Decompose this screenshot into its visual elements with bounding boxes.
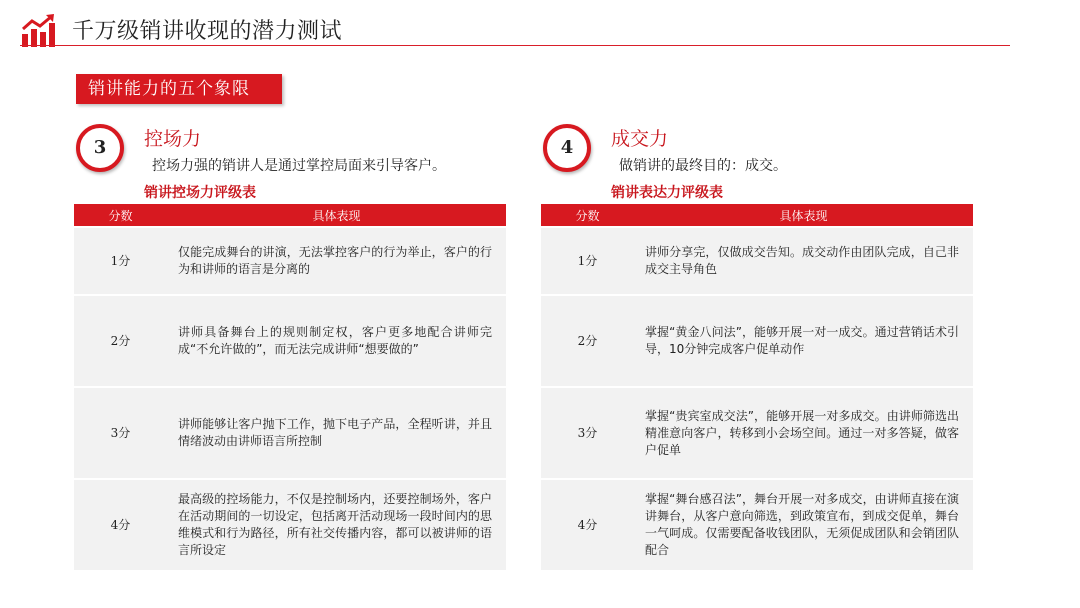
score-cell: 4分	[74, 479, 167, 570]
detail-cell: 讲师具备舞台上的规则制定权，客户更多地配合讲师完成“不允许做的”，而无法完成讲师“想要做的”	[167, 295, 506, 387]
table-header-row	[541, 204, 973, 227]
table-row	[541, 295, 973, 387]
detail-cell: 掌握“舞台感召法”，舞台开展一对多成交，由讲师直接在演讲舞台，从客户意向筛选，到政策宣布，到成交促单，舞台一气呵成。仅需要配备收钱团队，无须促成团队和会销团队配合	[634, 479, 973, 570]
quadrant-number-badge: 3	[76, 124, 124, 172]
table-row	[541, 227, 973, 295]
detail-cell: 掌握“黄金八问法”，能够开展一对一成交。通过营销话术引导，10分钟完成客户促单动作	[634, 295, 973, 387]
detail-cell: 讲师能够让客户抛下工作，抛下电子产品，全程听讲，并且情绪波动由讲师语言所控制	[167, 387, 506, 479]
score-cell: 3分	[74, 387, 167, 479]
quadrant-description: 做销讲的最终目的：成交。	[619, 158, 787, 174]
score-cell: 2分	[74, 295, 167, 387]
table-row	[74, 227, 506, 295]
quadrant-panel-control	[74, 124, 506, 564]
table-row	[74, 295, 506, 387]
score-cell: 3分	[541, 387, 634, 479]
score-cell: 4分	[541, 479, 634, 570]
quadrant-title: 控场力	[144, 128, 202, 150]
detail-cell: 掌握“贵宾室成交法”，能够开展一对多成交。由讲师筛选出精准意向客户，转移到小会场空间。通过一对多答疑，做客户促单	[634, 387, 973, 479]
section-banner: 销讲能力的五个象限	[76, 74, 282, 104]
column-header-score: 分数	[74, 204, 167, 227]
table-caption: 销讲表达力评级表	[611, 185, 723, 201]
quadrant-panel-closing	[541, 124, 973, 564]
header-divider	[20, 45, 1010, 46]
score-cell: 1分	[541, 227, 634, 295]
quadrant-title: 成交力	[611, 128, 669, 150]
column-header-score: 分数	[541, 204, 634, 227]
score-cell: 2分	[541, 295, 634, 387]
rating-table-control	[74, 204, 506, 570]
table-row	[541, 479, 973, 570]
table-row	[74, 479, 506, 570]
table-caption: 销讲控场力评级表	[144, 185, 256, 201]
bar-chart-growth-icon	[20, 14, 56, 48]
rating-table-closing	[541, 204, 973, 570]
quadrant-description: 控场力强的销讲人是通过掌控局面来引导客户。	[152, 158, 446, 174]
detail-cell: 仅能完成舞台的讲演，无法掌控客户的行为举止，客户的行为和讲师的语言是分离的	[167, 227, 506, 295]
column-header-detail: 具体表现	[167, 204, 506, 227]
detail-cell: 最高级的控场能力，不仅是控制场内，还要控制场外，客户在活动期间的一切设定，包括离开活动现场一段时间内的思维模式和行为路径，所有社交传播内容，都可以被讲师的语言所设定	[167, 479, 506, 570]
column-header-detail: 具体表现	[634, 204, 973, 227]
document-title: 千万级销讲收现的潜力测试	[72, 19, 343, 44]
table-header-row	[74, 204, 506, 227]
quadrant-number-badge: 4	[543, 124, 591, 172]
score-cell: 1分	[74, 227, 167, 295]
table-row	[541, 387, 973, 479]
table-row	[74, 387, 506, 479]
detail-cell: 讲师分享完，仅做成交告知。成交动作由团队完成，自己非成交主导角色	[634, 227, 973, 295]
